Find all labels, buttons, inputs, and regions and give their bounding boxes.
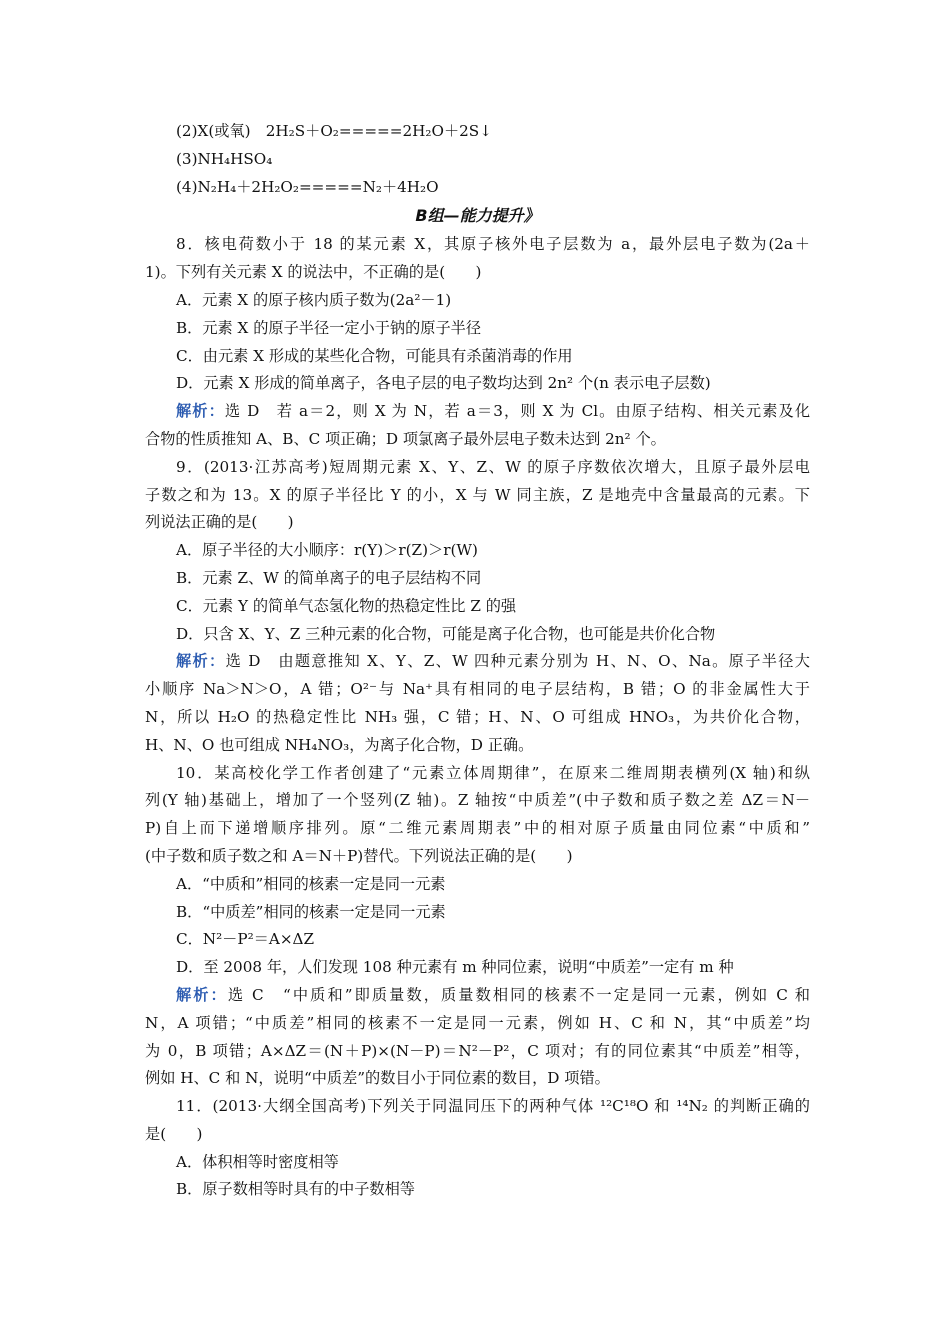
q9-analysis-label: 解析： <box>176 652 226 671</box>
q8-option-b: B．元素 X 的原子半径一定小于钠的原子半径 <box>176 318 482 337</box>
q10-option-c: C．N²－P²＝A×ΔZ <box>176 930 315 949</box>
q10-analysis-line-1 <box>145 982 810 1010</box>
q9-option-d: D．只含 X、Y、Z 三种元素的化合物，可能是离子化合物，也可能是共价化合物 <box>176 624 716 643</box>
q9-analysis-line-1 <box>145 648 810 676</box>
q8-analysis-text-1: 选 D 若 a＝2，则 X 为 N，若 a＝3，则 X 为 Cl。由原子结构、相关元素及化 <box>224 402 810 421</box>
q9-stem-line-3: 列说法正确的是( ) <box>145 513 294 532</box>
q8-analysis-label: 解析： <box>176 402 225 421</box>
q8-stem-line-2: 1)。下列有关元素 X 的说法中，不正确的是( ) <box>145 263 482 282</box>
q10-option-d: D．至 2008 年，人们发现 108 种元素有 m 种同位素，说明“中质差”一定有 m 种 <box>176 958 734 977</box>
q9-option-a: A．原子半径的大小顺序：r(Y)＞r(Z)＞r(W) <box>176 541 478 560</box>
q10-option-b: B．“中质差”相同的核素一定是同一元素 <box>176 902 446 921</box>
document-page <box>145 118 810 1204</box>
q8-option-c: C．由元素 X 形成的某些化合物，可能具有杀菌消毒的作用 <box>176 346 573 365</box>
q9-analysis-line-2: 小顺序 Na＞N＞O，A 错；O²⁻与 Na⁺具有相同的电子层结构，B 错；O 的非金属性大于 <box>145 680 810 699</box>
q11-stem-line-2: 是( ) <box>145 1124 203 1143</box>
q10-stem-line-4: (中子数和质子数之和 A＝N＋P)替代。下列说法正确的是( ) <box>145 846 573 865</box>
q8-analysis-line-1 <box>145 398 810 426</box>
answer-line-4: (4)N₂H₄＋2H₂O₂=====N₂＋4H₂O <box>176 177 439 196</box>
q10-analysis-line-2: N，A 项错；“中质差”相同的核素不一定是同一元素，例如 H、C 和 N，其“中质差”均 <box>145 1013 810 1032</box>
q9-stem-line-1: 9．(2013·江苏高考)短周期元素 X、Y、Z、W 的原子序数依次增大，且原子最外层电 <box>176 457 810 476</box>
q9-analysis-line-4: H、N、O 也可组成 NH₄NO₃，为离子化合物，D 正确。 <box>145 735 534 754</box>
q10-stem-line-2: 列(Y 轴)基础上，增加了一个竖列(Z 轴)。Z 轴按“中质差”(中子数和质子数之差 ΔZ＝N－ <box>145 791 810 810</box>
q10-option-a: A．“中质和”相同的核素一定是同一元素 <box>176 874 446 893</box>
q9-option-c: C．元素 Y 的简单气态氢化物的热稳定性比 Z 的强 <box>176 596 517 615</box>
section-heading-row <box>145 201 810 231</box>
q10-stem-line-1: 10．某高校化学工作者创建了“元素立体周期律”，在原来二维周期表横列(X 轴)和纵 <box>176 763 810 782</box>
q9-analysis-line-3: N，所以 H₂O 的热稳定性比 NH₃ 强，C 错；H、N、O 可组成 HNO₃，为共价化合物， <box>145 707 810 726</box>
q11-option-b: B．原子数相等时具有的中子数相等 <box>176 1180 415 1199</box>
q8-option-a: A．元素 X 的原子核内质子数为(2a²－1) <box>176 290 452 309</box>
q11-option-a: A．体积相等时密度相等 <box>176 1152 339 1171</box>
q8-option-d: D．元素 X 形成的简单离子，各电子层的电子数均达到 2n² 个(n 表示电子层数) <box>176 374 711 393</box>
q9-option-b: B．元素 Z、W 的简单离子的电子层结构不同 <box>176 568 482 587</box>
q10-analysis-line-3: 为 0，B 项错；A×ΔZ＝(N＋P)×(N－P)＝N²－P²，C 项对；有的同位素其“中质差”相等， <box>145 1041 810 1060</box>
q9-analysis-text-1: 选 D 由题意推知 X、Y、Z、W 四种元素分别为 H、N、O、Na。原子半径大 <box>225 652 810 671</box>
q9-stem-line-2: 子数之和为 13。X 的原子半径比 Y 的小，X 与 W 同主族，Z 是地壳中含量最高的元素。下 <box>145 485 810 504</box>
q10-analysis-label: 解析： <box>176 985 228 1004</box>
q10-analysis-text-1: 选 C “中质和”即质量数，质量数相同的核素不一定是同一元素，例如 C 和 <box>227 985 810 1004</box>
q8-analysis-line-2: 合物的性质推知 A、B、C 项正确；D 项氯离子最外层电子数未达到 2n² 个。 <box>145 429 666 448</box>
q10-analysis-line-4: 例如 H、C 和 N，说明“中质差”的数目小于同位素的数目，D 项错。 <box>145 1069 610 1088</box>
q10-stem-line-3: P)自上而下递增顺序排列。原“二维元素周期表”中的相对原子质量由同位素“中质和” <box>145 819 810 838</box>
section-heading: B组—能力提升》 <box>415 206 540 226</box>
q8-stem-line-1: 8．核电荷数小于 18 的某元素 X，其原子核外电子层数为 a，最外层电子数为(2a＋ <box>176 235 810 254</box>
q11-stem-line-1: 11．(2013·大纲全国高考)下列关于同温同压下的两种气体 ¹²C¹⁸O 和 ¹⁴N₂ 的判断正确的 <box>176 1097 810 1116</box>
answer-line-2: (2)X(或氧) 2H₂S＋O₂=====2H₂O＋2S↓ <box>176 122 492 140</box>
answer-line-3: (3)NH₄HSO₄ <box>176 149 273 168</box>
